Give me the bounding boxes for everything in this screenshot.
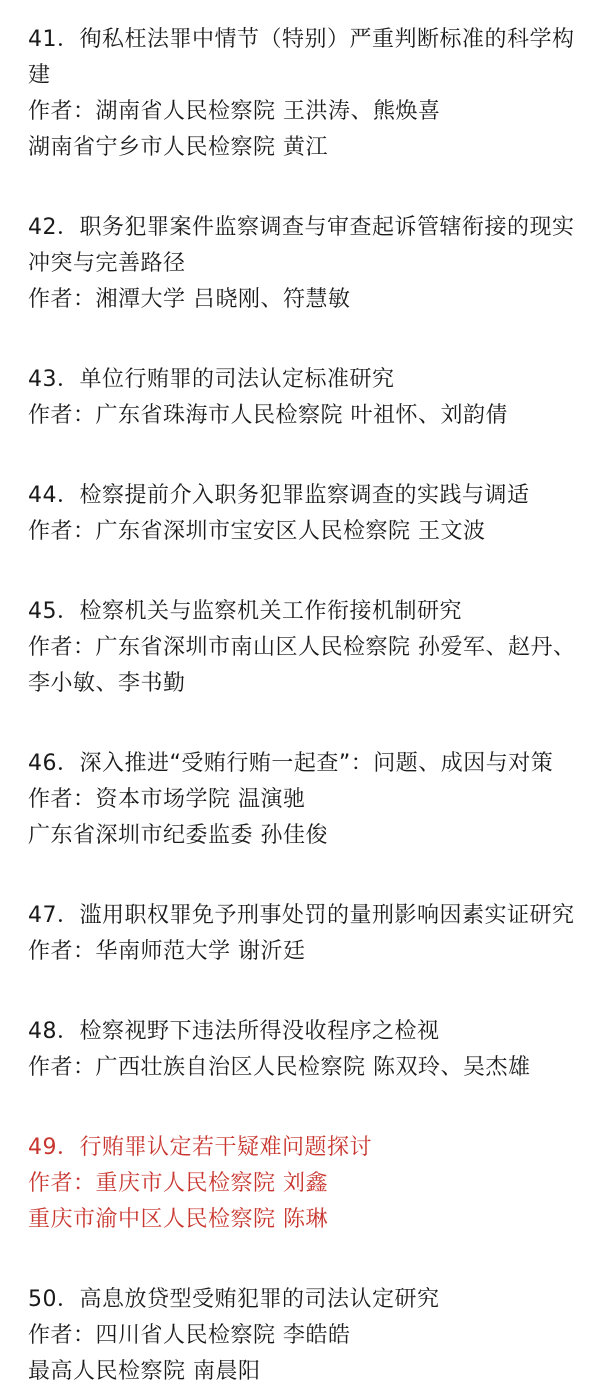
entry-author-line: 最高人民检察院 南晨阳	[28, 1359, 261, 1384]
list-item-45	[28, 594, 582, 702]
list-item-49-highlighted	[28, 1130, 582, 1238]
list-item-41	[28, 22, 582, 166]
entry-author-line: 作者：广东省深圳市宝安区人民检察院 王文波	[28, 519, 486, 544]
entry-title: 46．深入推进“受贿行贿一起查”：问题、成因与对策	[28, 751, 554, 776]
entry-author-line: 广东省深圳市纪委监委 孙佳俊	[28, 823, 328, 848]
entry-author-line: 作者：广西壮族自治区人民检察院 陈双玲、吴杰雄	[28, 1055, 531, 1080]
entry-title: 48．检察视野下违法所得没收程序之检视	[28, 1019, 440, 1044]
entry-author-line: 重庆市渝中区人民检察院 陈琳	[28, 1207, 328, 1232]
entry-author-line: 作者：四川省人民检察院 李皓皓	[28, 1323, 351, 1348]
entry-author-line: 作者：湘潭大学 吕晓刚、符慧敏	[28, 287, 351, 312]
entry-title: 50．高息放贷型受贿犯罪的司法认定研究	[28, 1287, 440, 1312]
entry-title: 47．滥用职权罪免予刑事处罚的量刑影响因素实证研究	[28, 903, 575, 928]
list-item-46	[28, 746, 582, 854]
entry-author-line: 作者：重庆市人民检察院 刘鑫	[28, 1171, 328, 1196]
entry-title: 49．行贿罪认定若干疑难问题探讨	[28, 1135, 372, 1160]
entry-author-line: 作者：资本市场学院 温演驰	[28, 787, 306, 812]
list-item-48	[28, 1014, 582, 1086]
entry-author-line: 作者：华南师范大学 谢沂廷	[28, 939, 306, 964]
list-item-43	[28, 362, 582, 434]
entry-author-line: 作者：湖南省人民检察院 王洪涛、熊焕喜	[28, 99, 441, 124]
entry-title: 41．徇私枉法罪中情节（特别）严重判断标准的科学构建	[28, 27, 575, 88]
entry-title: 43．单位行贿罪的司法认定标准研究	[28, 367, 395, 392]
list-item-42	[28, 210, 582, 318]
entry-author-line: 作者：广东省珠海市人民检察院 叶祖怀、刘韵倩	[28, 403, 508, 428]
entry-title: 44．检察提前介入职务犯罪监察调查的实践与调适	[28, 483, 530, 508]
entry-author-line: 作者：广东省深圳市南山区人民检察院 孙爱军、赵丹、李小敏、李书勤	[28, 635, 576, 696]
entry-author-line: 湖南省宁乡市人民检察院 黄江	[28, 135, 328, 160]
list-item-44	[28, 478, 582, 550]
list-item-47	[28, 898, 582, 970]
entry-title: 45．检察机关与监察机关工作衔接机制研究	[28, 599, 462, 624]
list-item-50	[28, 1282, 582, 1390]
entry-title: 42．职务犯罪案件监察调查与审查起诉管辖衔接的现实冲突与完善路径	[28, 215, 575, 276]
